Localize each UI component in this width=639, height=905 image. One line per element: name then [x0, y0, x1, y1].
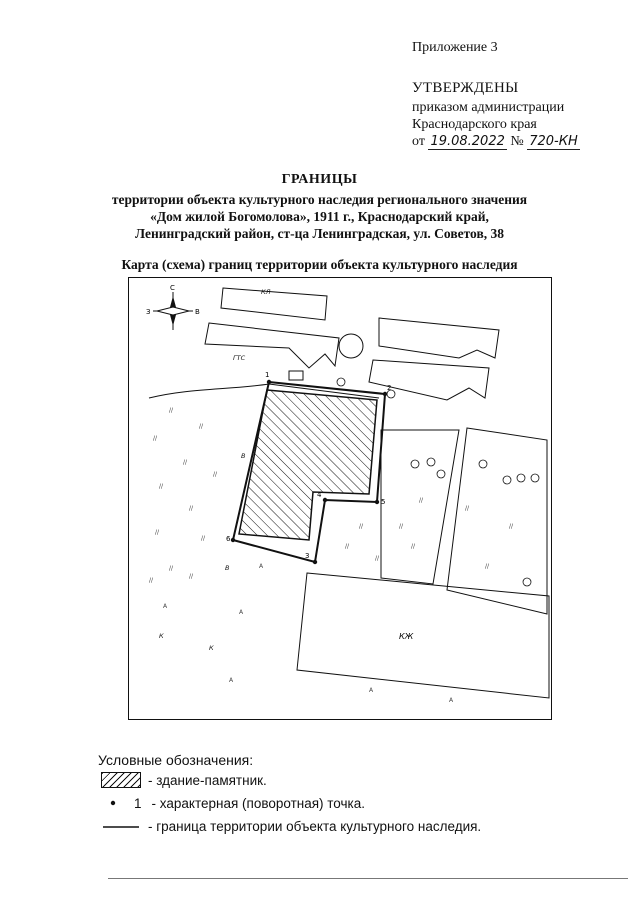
svg-text:А: А: [259, 563, 264, 570]
order-number: 720-КН: [529, 134, 578, 149]
hatch-swatch-icon: [98, 772, 144, 788]
fenced-plots: [381, 428, 547, 614]
point-label-4: 4: [317, 491, 322, 499]
building-outline: [205, 323, 339, 368]
boundary-line-icon: [98, 820, 144, 834]
svg-text://: //: [159, 483, 164, 490]
svg-text://: //: [189, 573, 194, 580]
compass-north-label: С: [170, 284, 175, 292]
tree-icon: [503, 476, 511, 484]
point-label-2: 2: [387, 384, 392, 392]
turning-point: [375, 500, 379, 504]
compass-east-label: В: [195, 308, 200, 316]
point-label-5: 3: [305, 552, 310, 560]
svg-text:А: А: [449, 697, 454, 704]
map-drawing: [129, 278, 550, 718]
building-outline: [379, 318, 499, 358]
svg-text://: //: [213, 471, 218, 478]
tree-icon: [427, 458, 435, 466]
tree-icon: [479, 460, 487, 468]
gts-label: ГТС: [233, 354, 246, 362]
svg-text://: //: [189, 505, 194, 512]
turning-point: [267, 380, 271, 384]
kzh-building: [297, 573, 549, 698]
bottom-divider: [108, 878, 628, 879]
point-label-1: 1: [265, 371, 270, 379]
tree-icon: [517, 474, 525, 482]
compass-icon: [146, 284, 200, 330]
svg-text://: //: [345, 543, 350, 550]
svg-text://: //: [201, 535, 206, 542]
svg-text://: //: [411, 543, 416, 550]
v-label: В: [225, 564, 230, 572]
tree-icon: [523, 578, 531, 586]
plot-outline: [447, 428, 547, 614]
tree-icon: [531, 474, 539, 482]
svg-text://: //: [155, 529, 160, 536]
svg-text://: //: [419, 497, 424, 504]
v-label: В: [241, 452, 246, 460]
svg-text:А: А: [163, 603, 168, 610]
tree-icon: [437, 470, 445, 478]
legend-title: Условные обозначения:: [98, 752, 254, 768]
map-frame: [128, 277, 552, 720]
kzh-label: КЖ: [399, 632, 414, 641]
svg-text:А: А: [229, 677, 234, 684]
title-line-1: территории объекта культурного наследия регионального значения: [111, 192, 528, 207]
svg-text://: //: [509, 523, 514, 530]
svg-text://: //: [375, 555, 380, 562]
svg-text://: //: [465, 505, 470, 512]
neighbor-buildings: [205, 288, 499, 400]
svg-text://: //: [199, 423, 204, 430]
round-structure: [339, 334, 363, 358]
map-caption: Карта (схема) границ территории объекта культурного наследия: [121, 257, 518, 272]
svg-text:А: А: [369, 687, 374, 694]
point-label-6: 6: [226, 535, 231, 543]
compass-west-label: З: [146, 308, 151, 316]
approved-line-1: приказом администрации: [412, 100, 565, 115]
legend-item-text: - характерная (поворотная) точка.: [151, 796, 366, 811]
svg-text://: //: [149, 577, 154, 584]
order-number-prefix: №: [510, 134, 524, 149]
k-label: К: [209, 644, 214, 652]
legend-item-boundary: [98, 819, 481, 834]
title-line-2: «Дом жилой Богомолова», 1911 г., Краснодарский край,: [150, 209, 489, 224]
turning-point: [383, 392, 387, 396]
k-label: К: [159, 632, 164, 640]
street-line: [149, 384, 379, 398]
building-outline: [221, 288, 327, 320]
document-title: ГРАНИЦЫ: [281, 172, 358, 187]
svg-text:А: А: [239, 609, 244, 616]
point-label-3: 5: [381, 498, 386, 506]
approved-line-2: Краснодарского края: [412, 117, 537, 132]
svg-text://: //: [169, 407, 174, 414]
small-structure: [289, 371, 303, 380]
turning-point: [231, 538, 235, 542]
tree-icon: [337, 378, 345, 386]
tree-icon: [411, 460, 419, 468]
kl-label: КЛ: [261, 288, 271, 296]
monument-building: [239, 390, 377, 540]
legend-item-monument: [98, 772, 267, 788]
approved-title: УТВЕРЖДЕНЫ: [412, 80, 519, 96]
title-line-3: Ленинградский район, ст-ца Ленинградская, ул. Советов, 38: [134, 226, 505, 241]
legend-item-text: - граница территории объекта культурного наследия.: [148, 819, 482, 834]
appendix-label: Приложение 3: [412, 40, 498, 55]
turning-point: [313, 560, 317, 564]
plot-outline: [381, 430, 459, 584]
order-date: 19.08.2022: [430, 134, 505, 149]
svg-text://: //: [485, 563, 490, 570]
svg-text://: //: [153, 435, 158, 442]
svg-text://: //: [399, 523, 404, 530]
turning-point: [323, 498, 327, 502]
legend-item-text: - здание-памятник.: [148, 772, 267, 788]
order-prefix: от: [412, 134, 425, 149]
svg-text://: //: [359, 523, 364, 530]
legend-point-number: 1: [134, 796, 142, 811]
legend-item-point: [98, 796, 365, 811]
svg-text://: //: [169, 565, 174, 572]
order-line: [412, 134, 580, 150]
svg-text://: //: [183, 459, 188, 466]
